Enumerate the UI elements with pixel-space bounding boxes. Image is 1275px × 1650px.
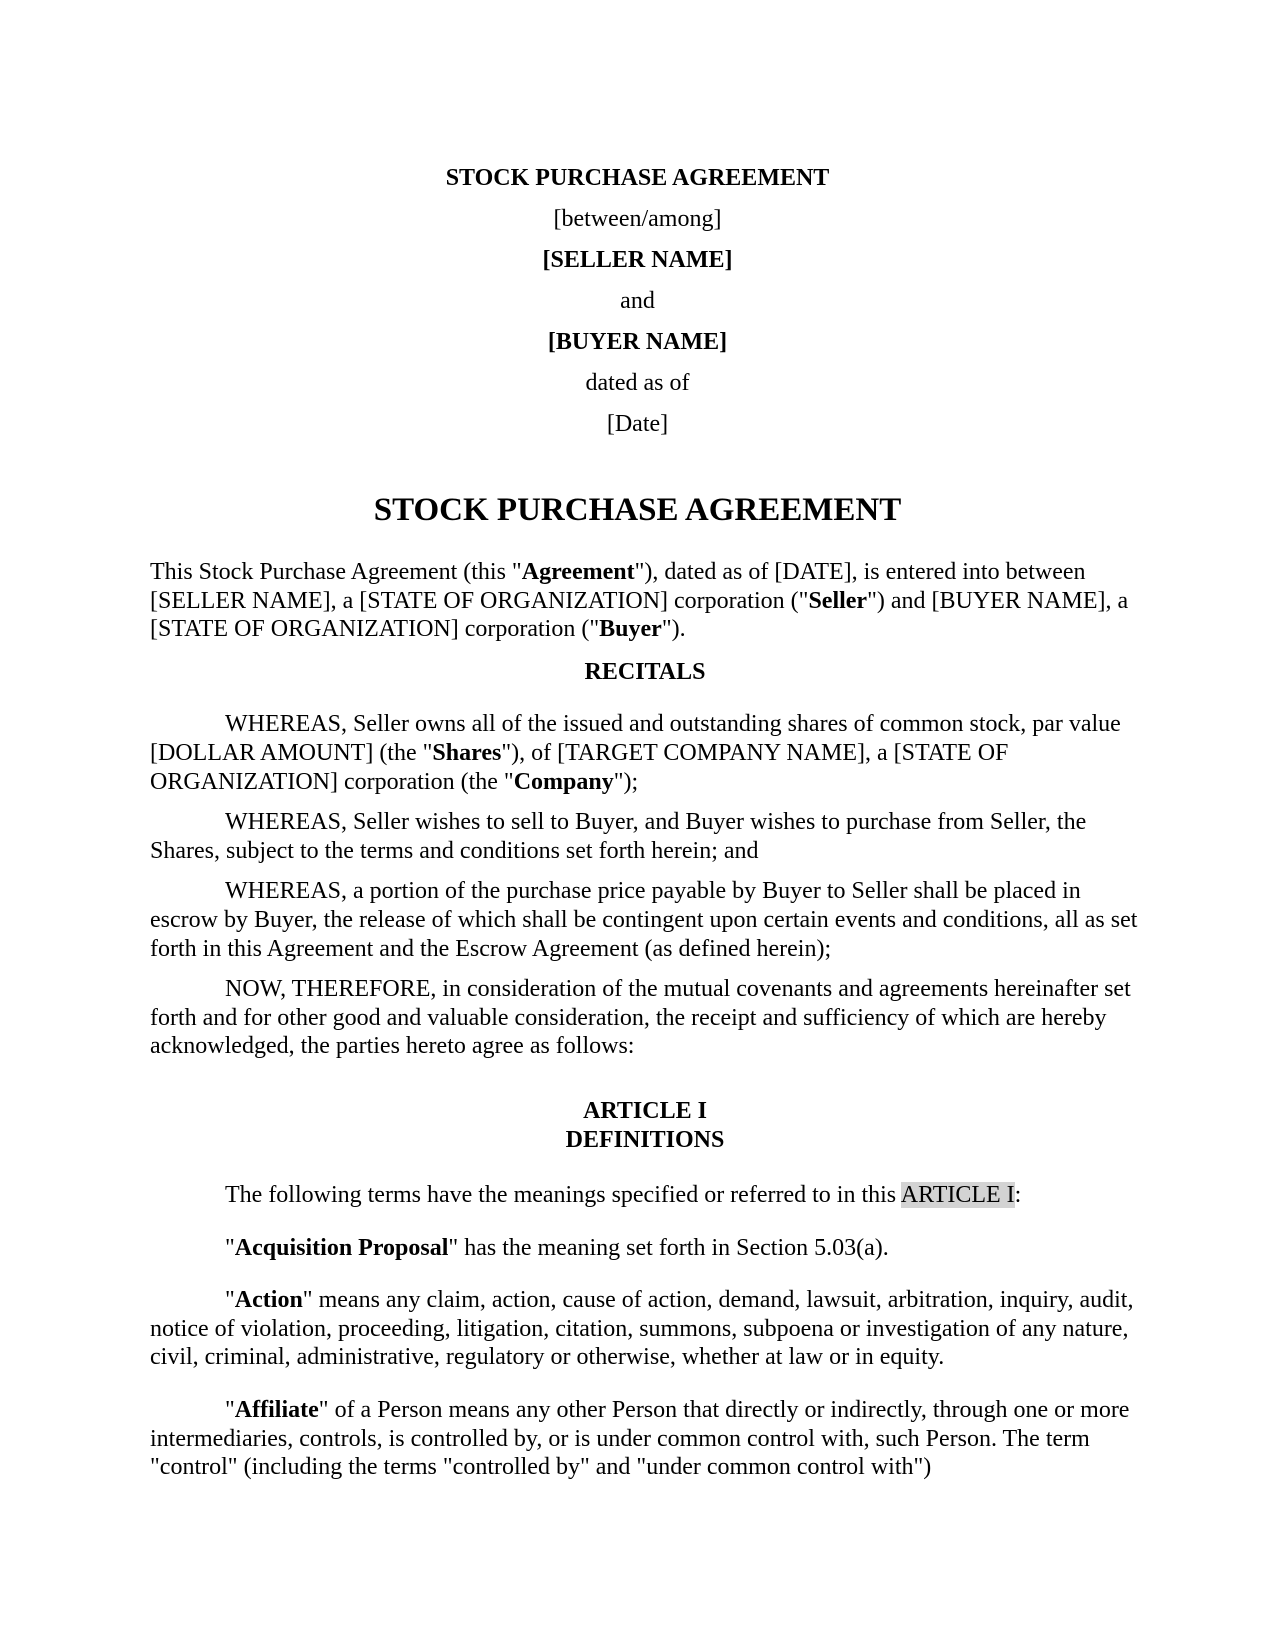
definition-text: " of a Person means any other Person that directly or indirectly, through one or more intermediaries, controls, is controlled by, or is under common control with, such Person. The term "control" (including the terms "controlled by" and "under common control with") xyxy=(150,1397,1130,1481)
definition-text: " means any claim, action, cause of action, demand, lawsuit, arbitration, inquiry, audit, notice of violation, proceeding, litigation, citation, summons, subpoena or investigation of any nature, civil, criminal, administrative, regulatory or otherwise, whether at law or in equity. xyxy=(150,1287,1134,1371)
recital-1-text-2: "), of [TARGET COMPANY NAME], a [STATE OF ORGANIZATION] corporation (the " xyxy=(150,739,1009,795)
term-action: Action xyxy=(234,1287,303,1314)
quote-mark: " xyxy=(225,1234,235,1261)
term-acquisition-proposal: Acquisition Proposal xyxy=(234,1234,449,1261)
definitions-intro-colon: : xyxy=(1014,1182,1022,1209)
cover-buyer-name: [BUYER NAME] xyxy=(547,329,728,355)
definition-text: " has the meaning set forth in Section 5.03(a). xyxy=(448,1234,889,1261)
recital-1-text-3: "); xyxy=(613,768,639,795)
recital-1-text-1: WHEREAS, Seller owns all of the issued and outstanding shares of common stock, par value [DOLLAR AMOUNT] (the " xyxy=(150,711,1121,766)
agreement-body xyxy=(150,558,1140,1506)
term-seller: Seller xyxy=(808,587,868,614)
recitals-heading: RECITALS xyxy=(584,658,706,685)
quote-mark: " xyxy=(225,1397,235,1424)
article-number: ARTICLE I xyxy=(583,1097,707,1124)
recital-1 xyxy=(150,710,1140,796)
definitions-intro xyxy=(150,1181,1140,1210)
main-title: STOCK PURCHASE AGREEMENT xyxy=(373,492,902,528)
definition-action xyxy=(150,1286,1140,1372)
quote-mark: " xyxy=(225,1287,235,1314)
intro-paragraph xyxy=(150,558,1140,644)
cover-title: STOCK PURCHASE AGREEMENT xyxy=(445,165,830,191)
term-affiliate: Affiliate xyxy=(234,1397,319,1424)
cover-block xyxy=(0,158,1275,445)
intro-text-3: ") and [BUYER NAME], a [STATE OF ORGANIZATION] corporation (" xyxy=(150,587,1129,643)
term-company: Company xyxy=(513,768,614,795)
definition-affiliate xyxy=(150,1396,1140,1482)
article-heading xyxy=(150,1097,1140,1154)
article-cross-reference-link[interactable]: ARTICLE I xyxy=(900,1182,1015,1209)
intro-text-2: "), dated as of [DATE], is entered into between [SELLER NAME], a [STATE OF ORGANIZATION] corporation (" xyxy=(150,559,1086,614)
definition-acquisition-proposal xyxy=(150,1234,1140,1263)
cover-and: and xyxy=(620,288,655,314)
cover-date: [Date] xyxy=(606,411,669,437)
recital-2: WHEREAS, Seller wishes to sell to Buyer, and Buyer wishes to purchase from Seller, the Shares, subject to the terms and conditions set forth herein; and xyxy=(150,809,1087,864)
recital-3: WHEREAS, a portion of the purchase price payable by Buyer to Seller shall be placed in escrow by Buyer, the release of which shall be contingent upon certain events and conditions, all as set forth in this Agreement and the Escrow Agreement (as defined herein); xyxy=(150,878,1138,962)
cover-dated: dated as of xyxy=(585,370,690,396)
cover-between: [between/among] xyxy=(553,206,722,232)
intro-text-4: "). xyxy=(661,616,686,643)
term-shares: Shares xyxy=(432,739,502,766)
term-buyer: Buyer xyxy=(599,616,662,643)
article-title: DEFINITIONS xyxy=(565,1126,725,1153)
definitions-intro-text: The following terms have the meanings specified or referred to in this xyxy=(225,1182,901,1209)
cover-seller-name: [SELLER NAME] xyxy=(542,247,733,273)
intro-text-1: This Stock Purchase Agreement (this " xyxy=(150,559,522,585)
term-agreement: Agreement xyxy=(521,559,635,585)
recital-4: NOW, THEREFORE, in consideration of the mutual covenants and agreements hereinafter set forth and for other good and valuable consideration, the receipt and sufficiency of which are hereby acknowledged, the parties hereto agree as follows: xyxy=(150,976,1131,1060)
